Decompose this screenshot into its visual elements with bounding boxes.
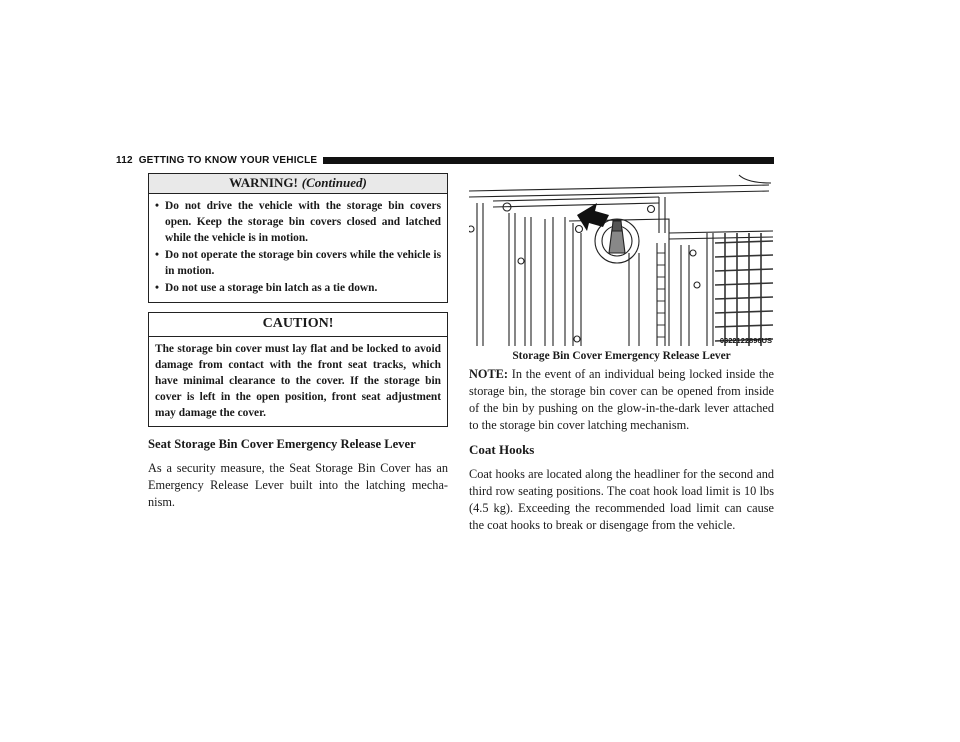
left-section-paragraph: As a security measure, the Seat Storage Bin Cover has an Emergency Release Lever built into the latching mecha-nism. bbox=[148, 461, 448, 509]
section-title: GETTING TO KNOW YOUR VEHICLE bbox=[138, 154, 318, 166]
left-section-heading: Seat Storage Bin Cover Emergency Release Lever bbox=[148, 437, 416, 451]
coat-hooks-paragraph: Coat hooks are located along the headliner for the second and third row seating positions. The coat hook load limit is 10 lbs (4.5 kg). Exceeding the recommended load limit can cause the coat hooks to break or disengage from the vehicle. bbox=[469, 467, 774, 532]
warning-body bbox=[149, 194, 447, 302]
header-rule bbox=[323, 157, 774, 164]
warning-continued: (Continued) bbox=[301, 175, 367, 190]
page-header-text bbox=[116, 155, 323, 166]
warning-item: • Do not operate the storage bin covers while the vehicle is in motion. bbox=[155, 247, 441, 279]
page-header bbox=[116, 153, 774, 167]
warning-title bbox=[149, 174, 447, 194]
warning-label: WARNING! bbox=[229, 175, 298, 190]
page-number: 112 bbox=[116, 154, 133, 166]
note-paragraph bbox=[469, 366, 774, 434]
warning-item: • Do not use a storage bin latch as a tie down. bbox=[155, 280, 441, 296]
storage-bin-figure bbox=[469, 173, 774, 346]
left-column bbox=[148, 173, 448, 511]
figure-caption: Storage Bin Cover Emergency Release Lever bbox=[512, 350, 731, 362]
storage-bin-illustration bbox=[469, 173, 774, 346]
warning-box bbox=[148, 173, 448, 303]
note-text: In the event of an individual being locked inside the storage bin, the storage bin cover can be opened from inside of the bin by pushing on the glow-in-the-dark lever attached to the storage bin cover latching mechanism. bbox=[469, 367, 774, 432]
caution-body: The storage bin cover must lay flat and be locked to avoid damage from contact with the front seat tracks, which have minimal clearance to the cover. If the storage bin cover is left in the open position, front seat adjustment may damage the cover. bbox=[155, 343, 441, 419]
warning-item: • Do not drive the vehicle with the storage bin covers open. Keep the storage bin covers closed and latched while the vehicle is in motion. bbox=[155, 198, 441, 246]
caution-box bbox=[148, 312, 448, 427]
note-label: NOTE: bbox=[469, 367, 508, 381]
caution-title: CAUTION! bbox=[149, 313, 447, 337]
figure-code: 0322122896US bbox=[719, 336, 772, 345]
coat-hooks-heading: Coat Hooks bbox=[469, 442, 535, 457]
right-column bbox=[469, 173, 774, 534]
